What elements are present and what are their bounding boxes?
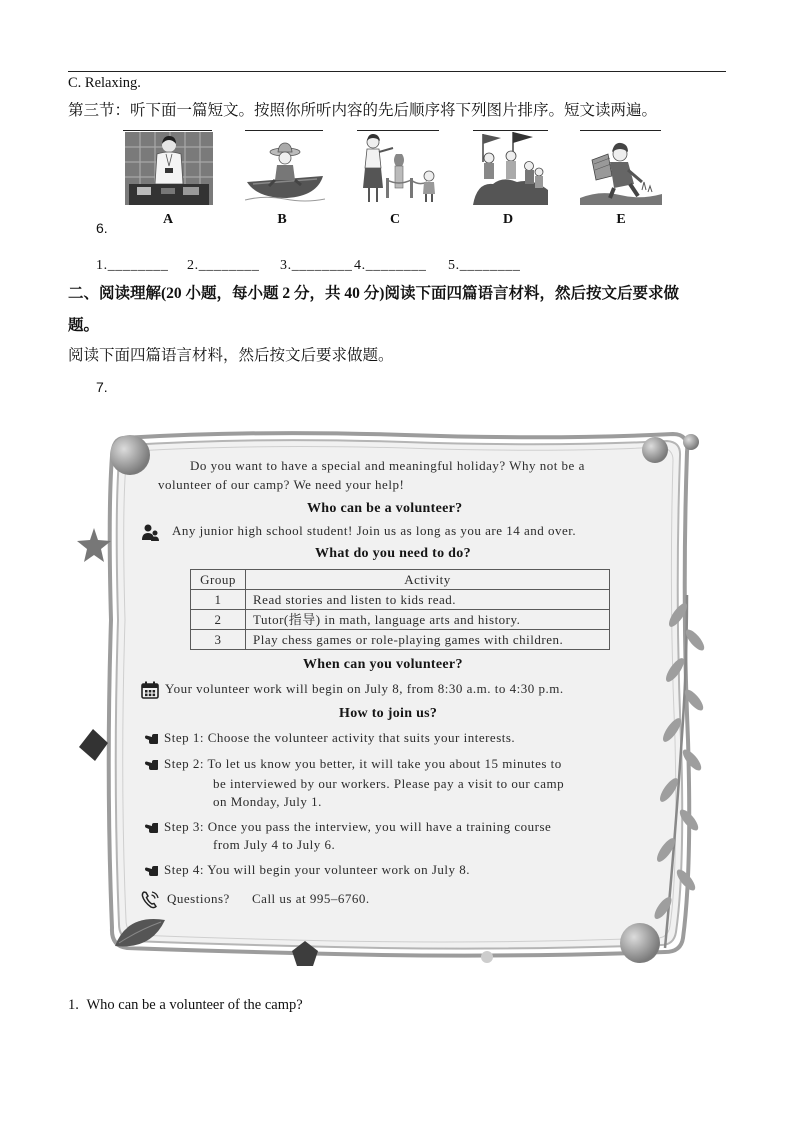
- people-icon: [142, 523, 160, 541]
- step-2-line-1: Step 2: To let us know you better, it will take you about 15 minutes to: [164, 756, 562, 771]
- table-header-row: [191, 570, 610, 590]
- picture-blank-b: [245, 130, 323, 131]
- table-header-group: Group: [191, 570, 246, 590]
- answer-blank-4: 4.________: [354, 258, 427, 273]
- picture-blank-c: [357, 130, 439, 131]
- option-c: C. Relaxing.: [68, 75, 141, 91]
- table-row: [191, 590, 610, 610]
- intro-line-1: Do you want to have a special and meaningful holiday? Why not be a: [190, 458, 585, 473]
- phone-icon: [141, 890, 160, 909]
- contact-phone: Call us at 995–6760.: [252, 891, 370, 906]
- when-text: Your volunteer work will begin on July 8, from 8:30 a.m. to 4:30 p.m.: [165, 681, 564, 696]
- heading-what: What do you need to do?: [315, 546, 471, 561]
- part2-heading-line2: 题。: [68, 317, 100, 334]
- flag-climb-picture: [473, 132, 548, 205]
- picture-blank-e: [580, 130, 661, 131]
- answer-blank-1: 1.________: [96, 258, 169, 273]
- table-header-activity: Activity: [246, 570, 610, 590]
- heading-how: How to join us?: [339, 706, 438, 721]
- heading-who: Who can be a volunteer?: [307, 501, 463, 516]
- heading-when: When can you volunteer?: [303, 657, 463, 672]
- who-text: Any junior high school student! Join us as long as you are 14 and over.: [172, 523, 577, 538]
- contact-label: Questions?: [167, 891, 230, 906]
- calendar-icon: [141, 681, 159, 699]
- pointing-hand-icon: [145, 759, 159, 771]
- step-2-line-2: be interviewed by our workers. Please pay a visit to our camp: [213, 776, 565, 791]
- step-1-line-1: Step 1: Choose the volunteer activity that suits your interests.: [164, 730, 516, 745]
- group-activity: Play chess games or role-playing games with children.: [246, 630, 610, 650]
- intro-line-2: volunteer of our camp? We need your help!: [158, 477, 405, 492]
- group-activity: Tutor(指导) in math, language arts and history.: [246, 610, 610, 630]
- pointing-hand-icon: [145, 733, 159, 745]
- step-3-line-2: from July 4 to July 6.: [213, 837, 336, 852]
- picture-blank-d: [473, 130, 548, 131]
- question-1: [68, 996, 303, 1014]
- step-2-line-3: on Monday, July 1.: [213, 794, 322, 809]
- group-number: 2: [191, 610, 246, 630]
- top-divider: [68, 71, 726, 72]
- planting-picture: [580, 140, 662, 205]
- boat-picture: [245, 140, 325, 205]
- picture-blank-a: [123, 130, 212, 131]
- picture-label-e: E: [616, 212, 626, 227]
- question-1-text: Who can be a volunteer of the camp?: [86, 997, 303, 1013]
- group-activity: Read stories and listen to kids read.: [246, 590, 610, 610]
- volunteer-poster: [75, 420, 710, 975]
- answer-blank-2: 2.________: [187, 258, 260, 273]
- picture-label-c: C: [389, 212, 401, 227]
- picture-label-a: A: [162, 212, 174, 227]
- answer-blank-5: 5.________: [448, 258, 521, 273]
- answer-blank-3: 3.________: [280, 258, 353, 273]
- step-4-line-1: Step 4: You will begin your volunteer work on July 8.: [164, 862, 470, 877]
- step-3-line-1: Step 3: Once you pass the interview, you will have a training course: [164, 819, 552, 834]
- table-row: [191, 610, 610, 630]
- section3-instruction: 第三节：听下面一篇短文。按照你所听内容的先后顺序将下列图片排序。短文读两遍。: [68, 102, 658, 119]
- part2-heading-line1: 二、阅读理解(20 小题，每小题 2 分，共 40 分)阅读下面四篇语言材料，然后按文后要求做: [68, 285, 679, 302]
- question-number-7: 7.: [96, 379, 108, 395]
- picture-label-d: D: [502, 212, 514, 227]
- question-number-6: 6.: [96, 220, 108, 236]
- question-1-number: 1.: [68, 997, 79, 1013]
- group-number: 3: [191, 630, 246, 650]
- pointing-hand-icon: [145, 865, 159, 877]
- pointing-hand-icon: [145, 822, 159, 834]
- table-row: [191, 630, 610, 650]
- workshop-picture: [125, 132, 213, 205]
- activity-table: [190, 569, 610, 650]
- museum-picture: [357, 132, 440, 205]
- group-number: 1: [191, 590, 246, 610]
- part2-instruction: 阅读下面四篇语言材料，然后按文后要求做题。: [68, 347, 394, 364]
- picture-label-b: B: [277, 212, 287, 227]
